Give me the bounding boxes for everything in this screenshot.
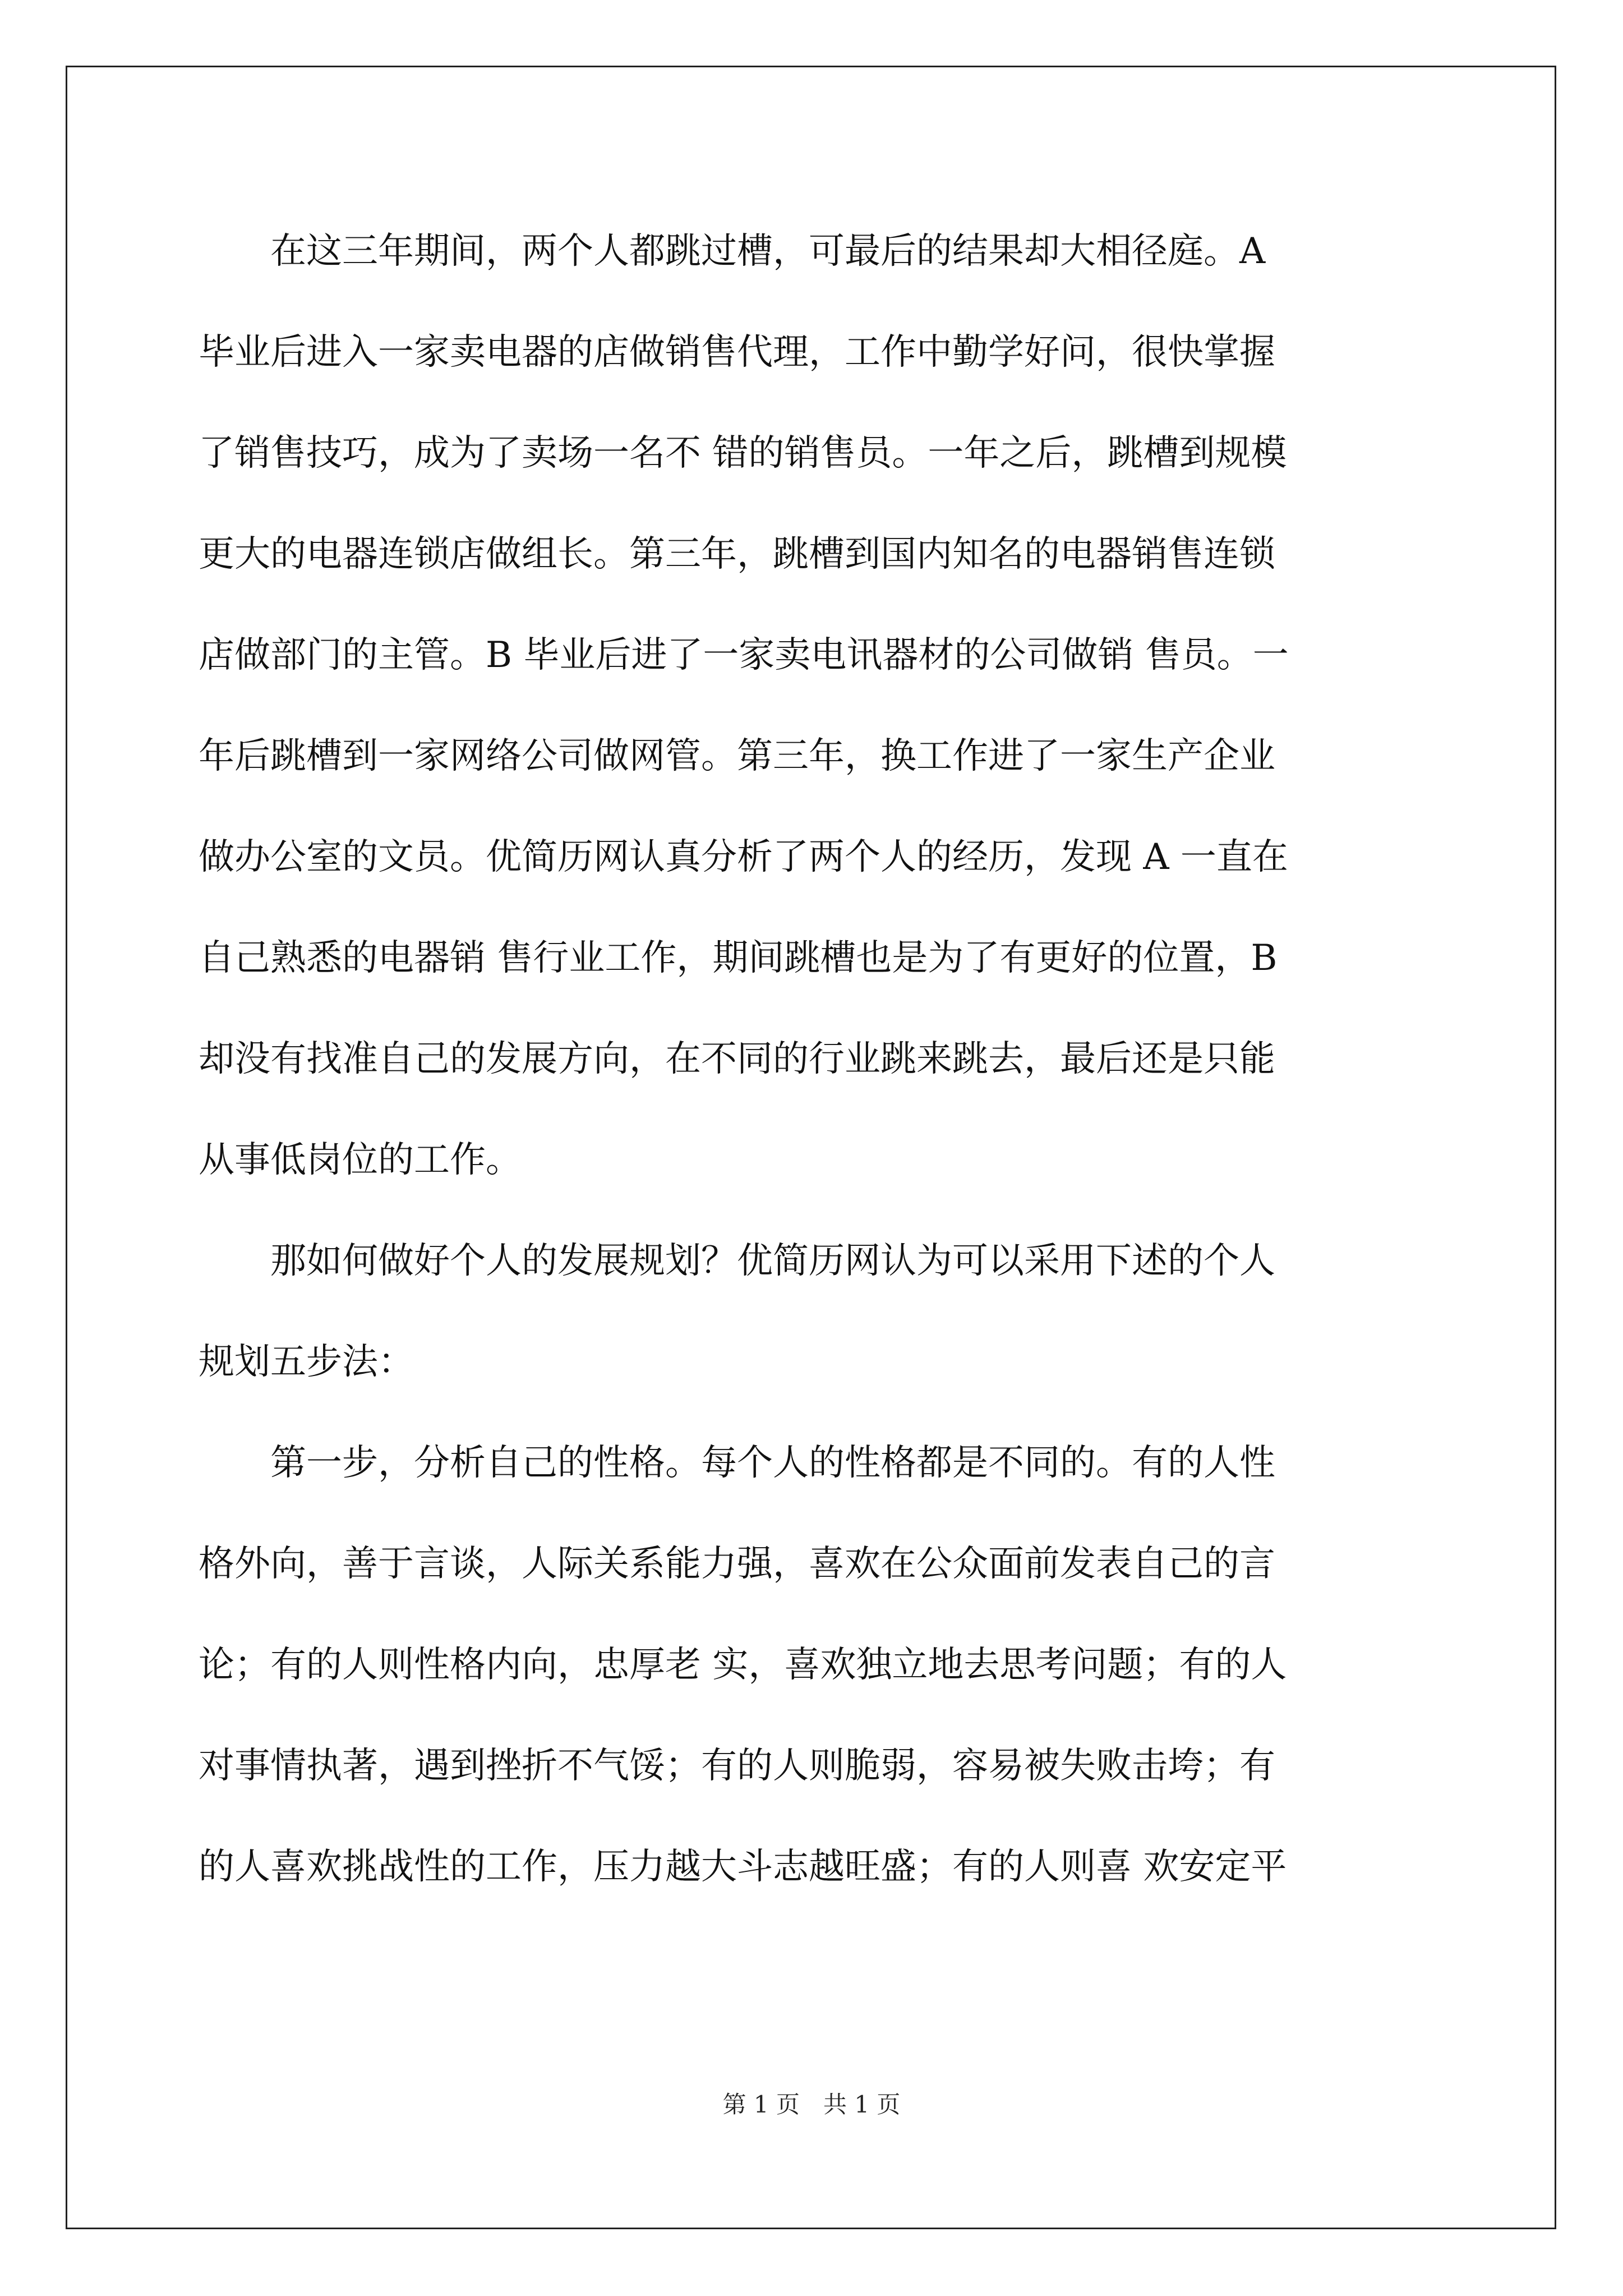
text-line: 做办公室的文员。优简历网认真分析了两个人的经历，发现 A 一直在 — [199, 836, 1288, 878]
text-line: 却没有找准自己的发展方向，在不同的行业跳来跳去，最后还是只能 — [199, 1038, 1275, 1080]
text-line: 论；有的人则性格内向，忠厚老 实，喜欢独立地去思考问题；有的人 — [199, 1644, 1287, 1686]
text-line: 店做部门的主管。B 毕业后进了一家卖电讯器材的公司做销 售员。一 — [199, 634, 1289, 676]
page-footer: 第 1 页 共 1 页 — [722, 2091, 901, 2118]
text-line: 年后跳槽到一家网络公司做网管。第三年，换工作进了一家生产企业 — [199, 735, 1275, 777]
text-line: 更大的电器连锁店做组长。第三年，跳槽到国内知名的电器销售连锁 — [199, 533, 1275, 575]
text-line: 毕业后进入一家卖电器的店做销售代理，工作中勤学好问，很快掌握 — [199, 332, 1275, 373]
text-line: 从事低岗位的工作。 — [199, 1139, 522, 1181]
text-line: 自己熟悉的电器销 售行业工作，期间跳槽也是为了有更好的位置，B — [199, 937, 1278, 979]
text-line: 了销售技巧，成为了卖场一名不 错的销售员。一年之后，跳槽到规模 — [199, 432, 1287, 474]
text-line: 格外向，善于言谈，人际关系能力强，喜欢在公众面前发表自己的言 — [199, 1543, 1275, 1585]
text-line: 的人喜欢挑战性的工作，压力越大斗志越旺盛；有的人则喜 欢安定平 — [199, 1846, 1287, 1888]
document-body — [199, 223, 1427, 1940]
text-line: 在这三年期间，两个人都跳过槽，可最后的结果却大相径庭。A — [199, 231, 1266, 272]
text-line: 那如何做好个人的发展规划？优简历网认为可以采用下述的个人 — [199, 1240, 1275, 1282]
text-line: 规划五步法： — [199, 1341, 414, 1383]
text-line: 第一步，分析自己的性格。每个人的性格都是不同的。有的人性 — [199, 1442, 1275, 1484]
text-line: 对事情执著，遇到挫折不气馁；有的人则脆弱，容易被失败击垮；有 — [199, 1745, 1275, 1787]
